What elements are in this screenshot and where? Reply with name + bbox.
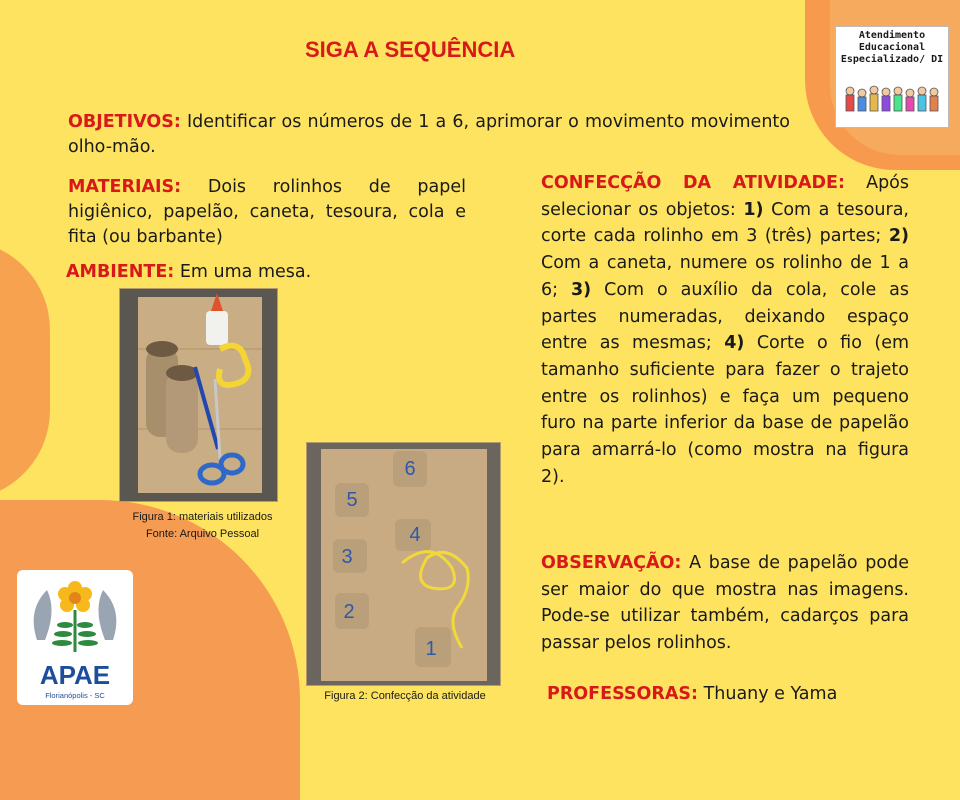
materials-paragraph (68, 175, 466, 250)
svg-text:4: 4 (409, 524, 421, 546)
teachers-paragraph (547, 682, 907, 707)
roll-number-4 (395, 519, 431, 551)
preparation-intro: Após selecionar os objetos: (541, 173, 910, 220)
page-title: SIGA A SEQUÊNCIA (305, 37, 516, 62)
teachers-label: PROFESSORAS: (547, 684, 699, 704)
people-illustration (842, 83, 942, 123)
svg-text:3: 3 (341, 546, 353, 568)
environment-paragraph (66, 260, 466, 285)
roll-number-6 (393, 451, 427, 487)
teachers-text: Thuany e Yama (698, 684, 838, 704)
toilet-roll-2 (166, 365, 198, 453)
roll-number-5 (335, 483, 369, 517)
observation-paragraph (541, 550, 909, 656)
step-1-marker: 1) (743, 199, 764, 220)
roll-number-1 (415, 627, 451, 667)
materials-text: Dois rolinhos de papel higiênico, papelão, caneta, tesoura, cola e fita (ou barbante) (68, 177, 466, 247)
objectives-label: OBJETIVOS: (68, 112, 181, 132)
figure-1-source: Fonte: Arquivo Pessoal (145, 528, 260, 540)
svg-text:5: 5 (346, 489, 358, 511)
environment-text: Em uma mesa. (174, 262, 312, 282)
figure-1-caption: Figura 1: materiais utilizados (132, 511, 273, 523)
step-3-marker: 3) (570, 279, 592, 300)
materials-photo (119, 288, 278, 502)
aee-logo (835, 26, 949, 128)
aee-logo-line3: Especializado/ DI (840, 54, 944, 65)
preparation-label: CONFECÇÃO DA ATIVIDADE: (541, 173, 845, 193)
step-4-text: Corte o fio (em tamanho suficiente para fazer o trajeto entre os rolinhos) e faça um pequeno furo na parte inferior da base de papelão para amarrá-lo (como mostra na figura 2). (541, 333, 910, 487)
preparation-paragraph (541, 170, 909, 490)
materials-label: MATERIAIS: (68, 177, 182, 197)
activity-photo (306, 442, 501, 686)
step-2-text: Com a caneta, numere os rolinho de 1 a 6; (541, 253, 909, 300)
step-2-marker: 2) (888, 226, 909, 247)
figure-2-caption: Figura 2: Confecção da atividade (324, 690, 486, 702)
apae-logo (17, 570, 133, 705)
svg-text:2: 2 (343, 601, 355, 623)
roll-number-3 (333, 539, 367, 573)
flower-hands-icon (17, 570, 133, 662)
roll-number-2 (335, 593, 369, 629)
step-3-text: Com o auxílio da cola, cole as partes numeradas, deixando espaço entre as mesmas; (541, 279, 910, 354)
aee-logo-line1: Atendimento (858, 30, 926, 41)
objectives-text: Identificar os números de 1 a 6, aprimorar o movimento movimento olho-mão. (68, 112, 790, 157)
environment-label: AMBIENTE: (66, 262, 175, 282)
decor-blob-left (0, 240, 50, 500)
observation-label: OBSERVAÇÃO: (541, 553, 682, 573)
objectives-paragraph (68, 110, 790, 160)
apae-name: APAE (39, 660, 111, 690)
aee-logo-line2: Educacional (858, 42, 926, 53)
step-1-text: Com a tesoura, corte cada rolinho em 3 (três) partes; (541, 199, 909, 247)
step-4-marker: 4) (724, 333, 745, 354)
svg-text:6: 6 (404, 458, 416, 480)
apae-city: Florianópolis - SC (45, 691, 105, 700)
observation-text: A base de papelão pode ser maior do que mostra nas imagens. Pode-se utilizar também, cadarços para passar pelos rolinhos. (541, 553, 909, 653)
svg-text:1: 1 (425, 638, 437, 660)
